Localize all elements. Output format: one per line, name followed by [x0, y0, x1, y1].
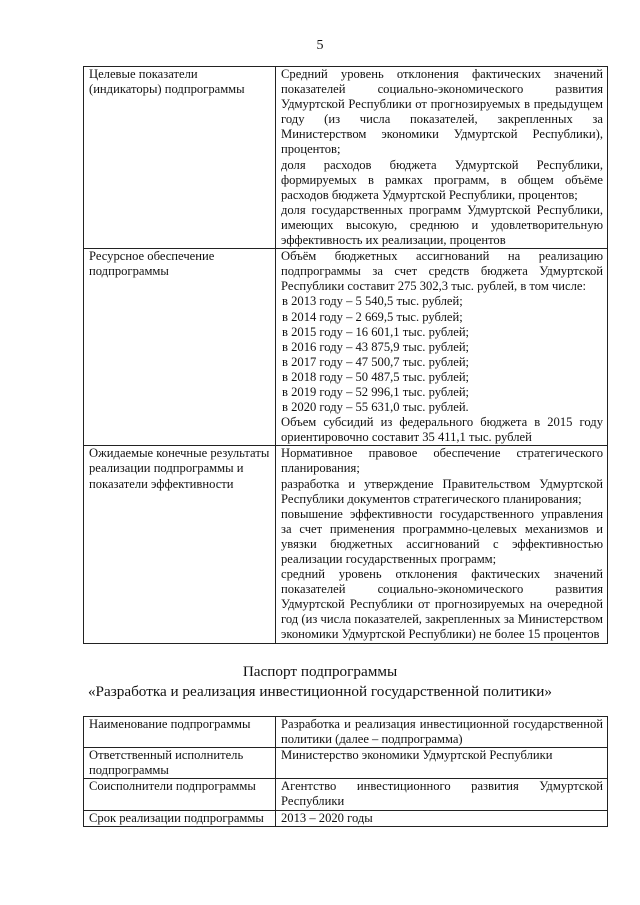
- row-label-responsible-executor: Ответственный исполнитель подпрограммы: [84, 748, 276, 779]
- funding-year-2020: в 2020 году – 55 631,0 тыс. рублей.: [282, 400, 469, 415]
- row-label-resource-provision: Ресурсное обеспечение подпрограммы: [84, 249, 276, 446]
- row-label-name: Наименование подпрограммы: [84, 717, 276, 748]
- row-label-co-executors: Соисполнители подпрограммы: [84, 779, 276, 810]
- federal-subsidy-note: Объем субсидий из федерального бюджета в 2015 году ориентировочно составит 35 411,1 тыс. рублей: [281, 415, 603, 445]
- table-row-expected-results: [84, 446, 608, 643]
- row-value-resource-provision: [276, 249, 608, 446]
- funding-year-2014: в 2014 году – 2 669,5 тыс. рублей;: [282, 309, 463, 324]
- paragraph: разработка и утверждение Правительством Удмуртской Республики документов стратегического планирования;: [281, 476, 603, 506]
- page-number: 5: [316, 38, 324, 53]
- paragraph: Средний уровень отклонения фактических значений показателей социально-экономического развития Удмуртской Республики от прогнозируемых в предыдущем году (из числа показателей, закрепленных за Министерством экономики Удмуртской Республики), процентов;: [281, 67, 603, 157]
- paragraph: повышение эффективности государственного управления за счет применения программно-целевых механизмов и увязки бюджетных ассигнований с эффективностью реализации государственных программ;: [281, 506, 603, 566]
- table-row-responsible-executor: [84, 748, 608, 779]
- row-value-target-indicators: [276, 67, 608, 249]
- funding-year-2018: в 2018 году – 50 487,5 тыс. рублей;: [282, 369, 470, 384]
- paragraph: средний уровень отклонения фактических значений показателей социально-экономического развития Удмуртской Республики от прогнозируемых на очередной год (из числа показателей, закрепленных за Министерством экономики Удмуртской Республики) не более 15 процентов: [281, 567, 603, 642]
- paragraph: доля государственных программ Удмуртской Республики, имеющих высокую, среднюю и удовлетворительную эффективность их реализации, процентов: [281, 202, 603, 248]
- funding-year-2013: в 2013 году – 5 540,5 тыс. рублей;: [282, 294, 463, 309]
- section-title: Паспорт подпрограммы: [242, 663, 398, 680]
- section-subtitle: «Разработка и реализация инвестиционной государственной политики»: [87, 683, 553, 700]
- row-value-term: 2013 – 2020 годы: [276, 810, 608, 826]
- table-row-resource-provision: [84, 249, 608, 446]
- row-value-expected-results: [276, 446, 608, 643]
- row-label-expected-results: Ожидаемые конечные результаты реализации подпрограммы и показатели эффективности: [84, 446, 276, 643]
- table-row-co-executors: [84, 779, 608, 810]
- paragraph: Нормативное правовое обеспечение стратегического планирования;: [281, 446, 603, 476]
- funding-intro: Объём бюджетных ассигнований на реализацию подпрограммы за счет средств бюджета Удмуртской Республики составит 275 302,3 тыс. рублей, в том числе:: [281, 249, 603, 294]
- row-label-target-indicators: Целевые показатели (индикаторы) подпрограммы: [84, 67, 276, 249]
- paragraph: доля расходов бюджета Удмуртской Республики, формируемых в рамках программ, в общем объёме расходов бюджета Удмуртской Республики, процентов;: [281, 157, 603, 202]
- row-value-name: Разработка и реализация инвестиционной государственной политики (далее – подпрограмма): [276, 717, 608, 748]
- row-value-co-executors: Агентство инвестиционного развития Удмуртской Республики: [276, 779, 608, 810]
- funding-year-2016: в 2016 году – 43 875,9 тыс. рублей;: [282, 339, 470, 354]
- subprogram-passport-table-continued: [83, 66, 608, 644]
- table-row-target-indicators: [84, 67, 608, 249]
- row-value-responsible-executor: Министерство экономики Удмуртской Республики: [276, 748, 608, 779]
- table-row-name: [84, 717, 608, 748]
- funding-year-2017: в 2017 году – 47 500,7 тыс. рублей;: [282, 354, 470, 369]
- table-row-term: [84, 810, 608, 826]
- investment-policy-passport-table: [83, 716, 608, 827]
- funding-year-2019: в 2019 году – 52 996,1 тыс. рублей;: [282, 384, 470, 399]
- row-label-term: Срок реализации подпрограммы: [84, 810, 276, 826]
- funding-year-2015: в 2015 году – 16 601,1 тыс. рублей;: [282, 324, 470, 339]
